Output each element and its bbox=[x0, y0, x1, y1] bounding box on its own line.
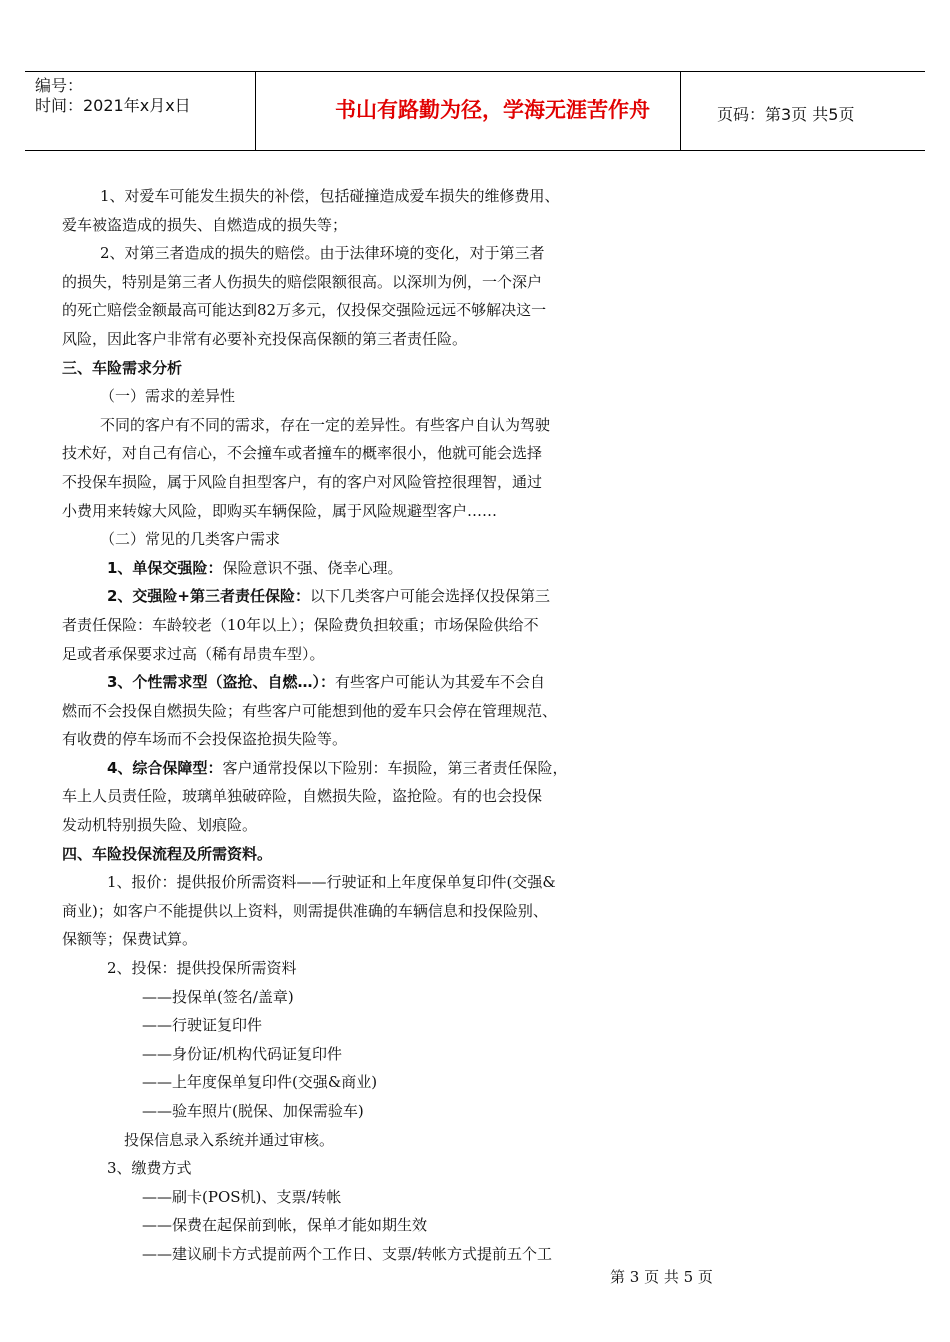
paragraph-line: 不投保车损险，属于风险自担型客户，有的客户对风险管控很理智，通过 bbox=[62, 472, 543, 491]
paragraph-line: 的损失，特别是第三者人伤损失的赔偿限额很高。以深圳为例，一个深户 bbox=[62, 272, 543, 291]
list-item-text: 客户通常投保以下险别：车损险，第三者责任保险， bbox=[222, 758, 568, 777]
list-item-text: 保险意识不强、侥幸心理。 bbox=[222, 558, 403, 577]
paragraph-line: 足或者承保要求过高（稀有昂贵车型）。 bbox=[62, 644, 325, 663]
list-item: ——行驶证复印件 bbox=[142, 1016, 263, 1035]
paragraph-line: 爱车被盗造成的损失、自燃造成的损失等； bbox=[62, 215, 348, 234]
paragraph-line: 有收费的停车场而不会投保盗抢损失险等。 bbox=[62, 730, 348, 749]
list-item-text: 以下几类客户可能会选择仅投保第三 bbox=[310, 587, 551, 606]
list-item bbox=[62, 582, 672, 611]
list-item: ——验车照片(脱保、加保需验车) bbox=[142, 1102, 364, 1120]
document-time-label: 时间：2021年x月x日 bbox=[35, 96, 191, 115]
header-meta bbox=[35, 76, 260, 116]
header-divider bbox=[680, 72, 681, 150]
list-item: ——保费在起保前到帐，保单才能如期生效 bbox=[142, 1216, 428, 1235]
paragraph-line: 技术好，对自己有信心，不会撞车或者撞车的概率很小，他就可能会选择 bbox=[62, 444, 543, 463]
section-heading: 四、车险投保流程及所需资料。 bbox=[62, 844, 273, 863]
paragraph-line: 小费用来转嫁大风险，即购买车辆保险，属于风险规避型客户…… bbox=[62, 501, 498, 520]
footer-page-number: 第 3 页 共 5 页 bbox=[610, 1268, 713, 1286]
paragraph-line: 车上人员责任险，玻璃单独破碎险，自燃损失险，盗抢险。有的也会投保 bbox=[62, 787, 543, 806]
paragraph-line: 风险，因此客户非常有必要补充投保高保额的第三者责任险。 bbox=[62, 329, 468, 348]
paragraph-line: 发动机特别损失险、划痕险。 bbox=[62, 816, 258, 835]
header-divider bbox=[255, 72, 256, 150]
paragraph-line: 不同的客户有不同的需求，存在一定的差异性。有些客户自认为驾驶 bbox=[100, 415, 551, 434]
document-number-label: 编号： bbox=[35, 76, 84, 95]
paragraph-line: 1、对爱车可能发生损失的补偿，包括碰撞造成爱车损失的维修费用、 bbox=[100, 187, 560, 205]
header-page-number: 页码：第3页 共5页 bbox=[717, 105, 855, 124]
list-item bbox=[62, 554, 672, 583]
list-item bbox=[62, 668, 672, 697]
paragraph-line: 保额等；保费试算。 bbox=[62, 930, 198, 949]
document-body bbox=[62, 182, 672, 1269]
list-item-title: 4、综合保障型： bbox=[107, 758, 223, 777]
paragraph-line: 商业)；如客户不能提供以上资料，则需提供准确的车辆信息和投保险别、 bbox=[62, 901, 548, 920]
list-item-title: 3、个性需求型（盗抢、自燃…）： bbox=[107, 673, 335, 692]
paragraph-line: 者责任保险：车龄较老（10年以上）；保险费负担较重；市场保险供给不 bbox=[62, 615, 539, 634]
list-item-title: 2、交强险+第三者责任保险： bbox=[107, 587, 311, 606]
list-item: ——上年度保单复印件(交强&商业) bbox=[142, 1073, 378, 1092]
paragraph-line: 2、对第三者造成的损失的赔偿。由于法律环境的变化，对于第三者 bbox=[100, 244, 545, 263]
paragraph-line: 的死亡赔偿金额最高可能达到82万多元，仅投保交强险远远不够解决这一 bbox=[62, 301, 547, 320]
paragraph-line: 燃而不会投保自燃损失险；有些客户可能想到他的爱车只会停在管理规范、 bbox=[62, 701, 558, 720]
document-header bbox=[25, 71, 925, 151]
list-item: ——建议刷卡方式提前两个工作日、支票/转帐方式提前五个工 bbox=[142, 1244, 553, 1263]
list-item-text: 有些客户可能认为其爱车不会自 bbox=[334, 673, 545, 692]
paragraph-line: 2、投保：提供投保所需资料 bbox=[107, 959, 297, 978]
paragraph-line: 投保信息录入系统并通过审核。 bbox=[124, 1130, 335, 1149]
section-heading: 三、车险需求分析 bbox=[62, 358, 183, 377]
subsection-heading: （一）需求的差异性 bbox=[100, 387, 236, 406]
paragraph-line: 1、报价：提供报价所需资料——行驶证和上年度保单复印件(交强& bbox=[107, 873, 556, 892]
list-item: ——投保单(签名/盖章) bbox=[142, 987, 294, 1006]
paragraph-line: 3、缴费方式 bbox=[107, 1159, 192, 1178]
list-item-title: 1、单保交强险： bbox=[107, 558, 223, 577]
list-item: ——刷卡(POS机)、支票/转帐 bbox=[142, 1187, 342, 1206]
list-item: ——身份证/机构代码证复印件 bbox=[142, 1044, 343, 1063]
header-motto: 书山有路勤为径，学海无涯苦作舟 bbox=[335, 98, 650, 122]
list-item bbox=[62, 754, 672, 783]
subsection-heading: （二）常见的几类客户需求 bbox=[100, 530, 281, 549]
